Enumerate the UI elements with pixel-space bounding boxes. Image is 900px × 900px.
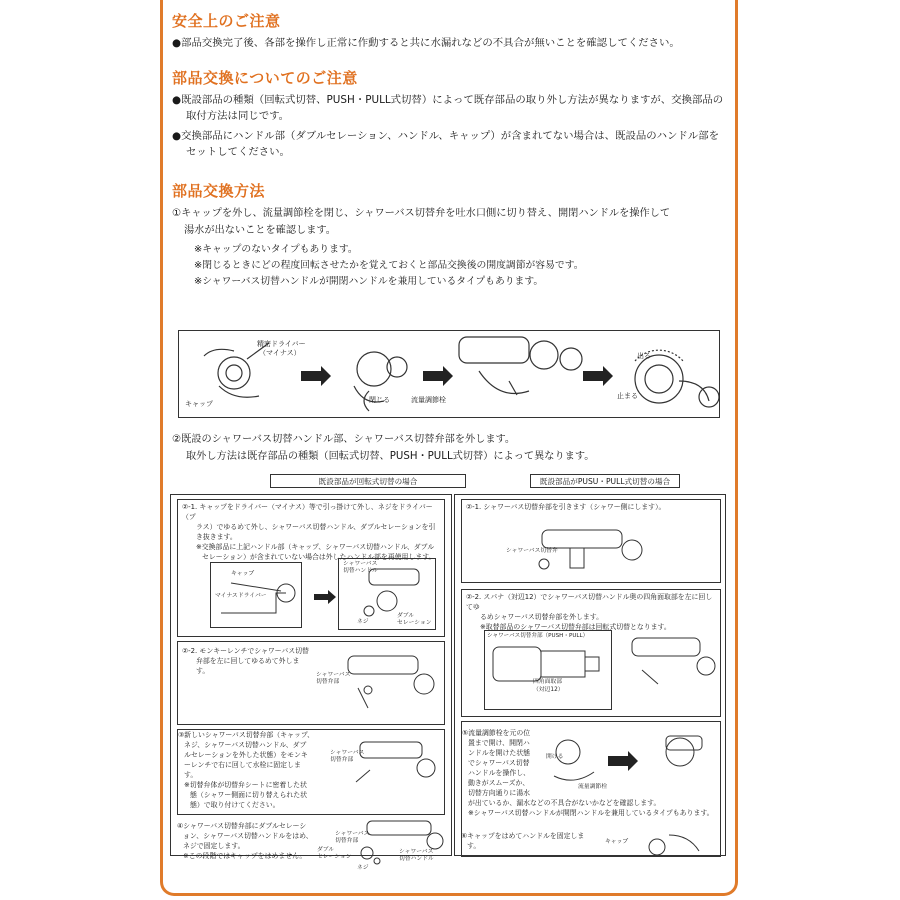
step-l3-text: ③新しいシャワーバス切替弁部（キャップ、 ネジ、シャワーバス切替ハンドル、ダブ ルセレーションを外した状態）をモンキ ーレンチで右に回して水栓に固定しま す。 ※切替弁体が切替弁シートに密着した状 態（シャワー側面に切り替えられた状 態）で取り付けてください。 xyxy=(178,731,315,809)
step1-note: ※キャップのないタイプもあります。 xyxy=(194,244,358,255)
l22-illustration xyxy=(328,648,438,718)
step-r5-text: ⑤流量調節栓を元の位 置まで開け、開閉ハ ンドルを開けた状態 でシャワーバス切替 ハンドルを操作し、 動きがスムーズか、 切替方向通りに湯水 が出ているか、漏水などの不具合がないかなどを確認します。 ※シャワーバス切替ハンドルが開閉ハンドルを兼用しているタイプもあります。 xyxy=(462,729,714,817)
r21-illustration xyxy=(482,516,652,576)
r22-fig: シャワーバス切替弁部（PUSH・PULL） 四角面取部 （対辺12） xyxy=(484,630,612,710)
l4-label: シャワーバス xyxy=(335,831,370,837)
step-r22-box xyxy=(461,589,721,717)
l21-fig-a: キャップ マイナスドライバー xyxy=(210,562,302,628)
r6-illustration xyxy=(615,825,715,855)
left-header: 既設部品が回転式切替の場合 xyxy=(270,474,466,488)
left-column xyxy=(170,494,452,871)
flow-valve-label: 流量調節栓 xyxy=(411,396,446,404)
parts-notice-item: ●既設部品の種類（回転式切替、PUSH・PULL式切替）によって既存部品の取り外し方法が異なりますが、交換部品の取付方法は同じです。 xyxy=(172,94,724,122)
step-l21-box xyxy=(177,499,445,637)
l4-label: シャワーバス xyxy=(399,849,434,855)
r5-label: 開ける xyxy=(546,754,564,760)
l3-label: シャワーバス xyxy=(330,750,365,756)
close-label: 閉じる xyxy=(369,396,390,404)
r22-illustration-b xyxy=(618,630,718,710)
l21-fig-b: シャワーバス 切替ハンドル ネジ ダブル セレーション xyxy=(338,558,436,630)
l21-arrow-icon xyxy=(314,590,336,604)
l4-label: 切替弁部 xyxy=(335,838,359,844)
step-r21-box xyxy=(461,499,721,583)
driver-label: 精密ドライバー xyxy=(257,340,306,348)
step1-note: ※シャワーバス切替ハンドルが開閉ハンドルを兼用しているタイプもあります。 xyxy=(194,276,544,287)
out-label: 出る xyxy=(637,352,651,360)
step-l22-box xyxy=(177,641,445,725)
right-column xyxy=(454,494,726,856)
parts-notice-title: 部品交換についてのご注意 xyxy=(172,69,358,87)
safety-item: ●部品交換完了後、各部を操作し正常に作動すると共に水漏れなどの不具合が無いことを確認してください。 xyxy=(172,37,680,49)
driver-label-sub: （マイナス） xyxy=(259,349,301,357)
cap-label: キャップ xyxy=(185,400,213,408)
l3-illustration xyxy=(336,734,436,798)
removal-table xyxy=(170,474,728,871)
r5-label: 流量調節栓 xyxy=(578,784,607,790)
l4-label: セレーション xyxy=(317,854,352,860)
step-l21-text: ②-1. キャップをドライバー（マイナス）等で引っ掛けて外し、ネジをドライバー（プ ラス）でゆるめて外し、シャワーバス切替ハンドル、ダブルセレーションを引 き抜きます。 ※交換部品に上記ハンドル部（キャップ、シャワーバス切替ハンドル、ダブル セレーション）が含まれていない場合は外したハンドル部を再使用します。 xyxy=(182,503,436,561)
parts-notice-item: ●交換部品にハンドル部（ダブルセレーション、ハンドル、キャップ）が含まれてない場合は、既設品のハンドル部をセットしてください。 xyxy=(172,130,719,158)
r5-illustration xyxy=(546,726,716,796)
method-title: 部品交換方法 xyxy=(172,182,266,200)
l22-label: シャワーバス xyxy=(316,672,351,678)
step1-text: ①キャップを外し、流量調節栓を閉じ、シャワーバス切替弁を吐水口側に切り替え、開閉ハンドルを操作して xyxy=(172,208,671,219)
l4-label: ダブル xyxy=(317,847,335,853)
r6-label: キャップ xyxy=(605,839,629,845)
step-r22-text: ②-2. スパナ（対辺12）でシャワーバス切替ハンドル奥の四角面取部を左に回してゆ るめシャワーバス切替弁部を外します。 ※取替部品のシャワーバス切替弁部は回転式切替となります。 xyxy=(466,593,713,631)
l4-label: ネジ xyxy=(357,865,369,871)
r21-label: シャワーバス切替弁 xyxy=(506,548,558,554)
safety-title: 安全上のご注意 xyxy=(172,12,281,30)
l4-label: 切替ハンドル xyxy=(399,856,434,862)
step-l3-box xyxy=(177,729,445,815)
l22-label: 切替弁部 xyxy=(316,679,340,685)
step2-text: ②既設のシャワーバス切替ハンドル部、シャワーバス切替弁部を外します。 xyxy=(172,434,516,445)
step2-text-cont: 取外し方法は既存部品の種類（回転式切替、PUSH・PULL式切替）によって異なります。 xyxy=(186,451,595,462)
l4-illustration xyxy=(337,815,447,877)
step-r21-text: ②-1. シャワーバス切替弁部を引きます（シャワー側にします）。 xyxy=(466,503,666,511)
content xyxy=(172,10,728,290)
right-header: 既設部品がPUSU・PULL式切替の場合 xyxy=(530,474,680,488)
l3-label: 切替弁部 xyxy=(330,757,354,763)
step1-text-cont: 湯水が出ないことを確認します。 xyxy=(184,225,336,236)
step-l22-text: ②-2. モンキーレンチでシャワーバス切替 弁部を左に回してゆるめて外します。 xyxy=(182,647,309,675)
step-l4-text: ④シャワーバス切替弁部にダブルセレーシ ョン、シャワーバス切替ハンドルをはめ、 ネジで固定します。 ※この段階ではキャップをはめません。 xyxy=(177,822,313,860)
stop-label: 止まる xyxy=(617,392,638,400)
step-r6-text: ⑥キャップをはめてハンドルを固定しま す。 xyxy=(461,832,585,850)
step1-figure xyxy=(178,330,720,418)
step1-note: ※閉じるときにどの程度回転させたかを覚えておくと部品交換後の開度調節が容易です。 xyxy=(194,260,584,271)
